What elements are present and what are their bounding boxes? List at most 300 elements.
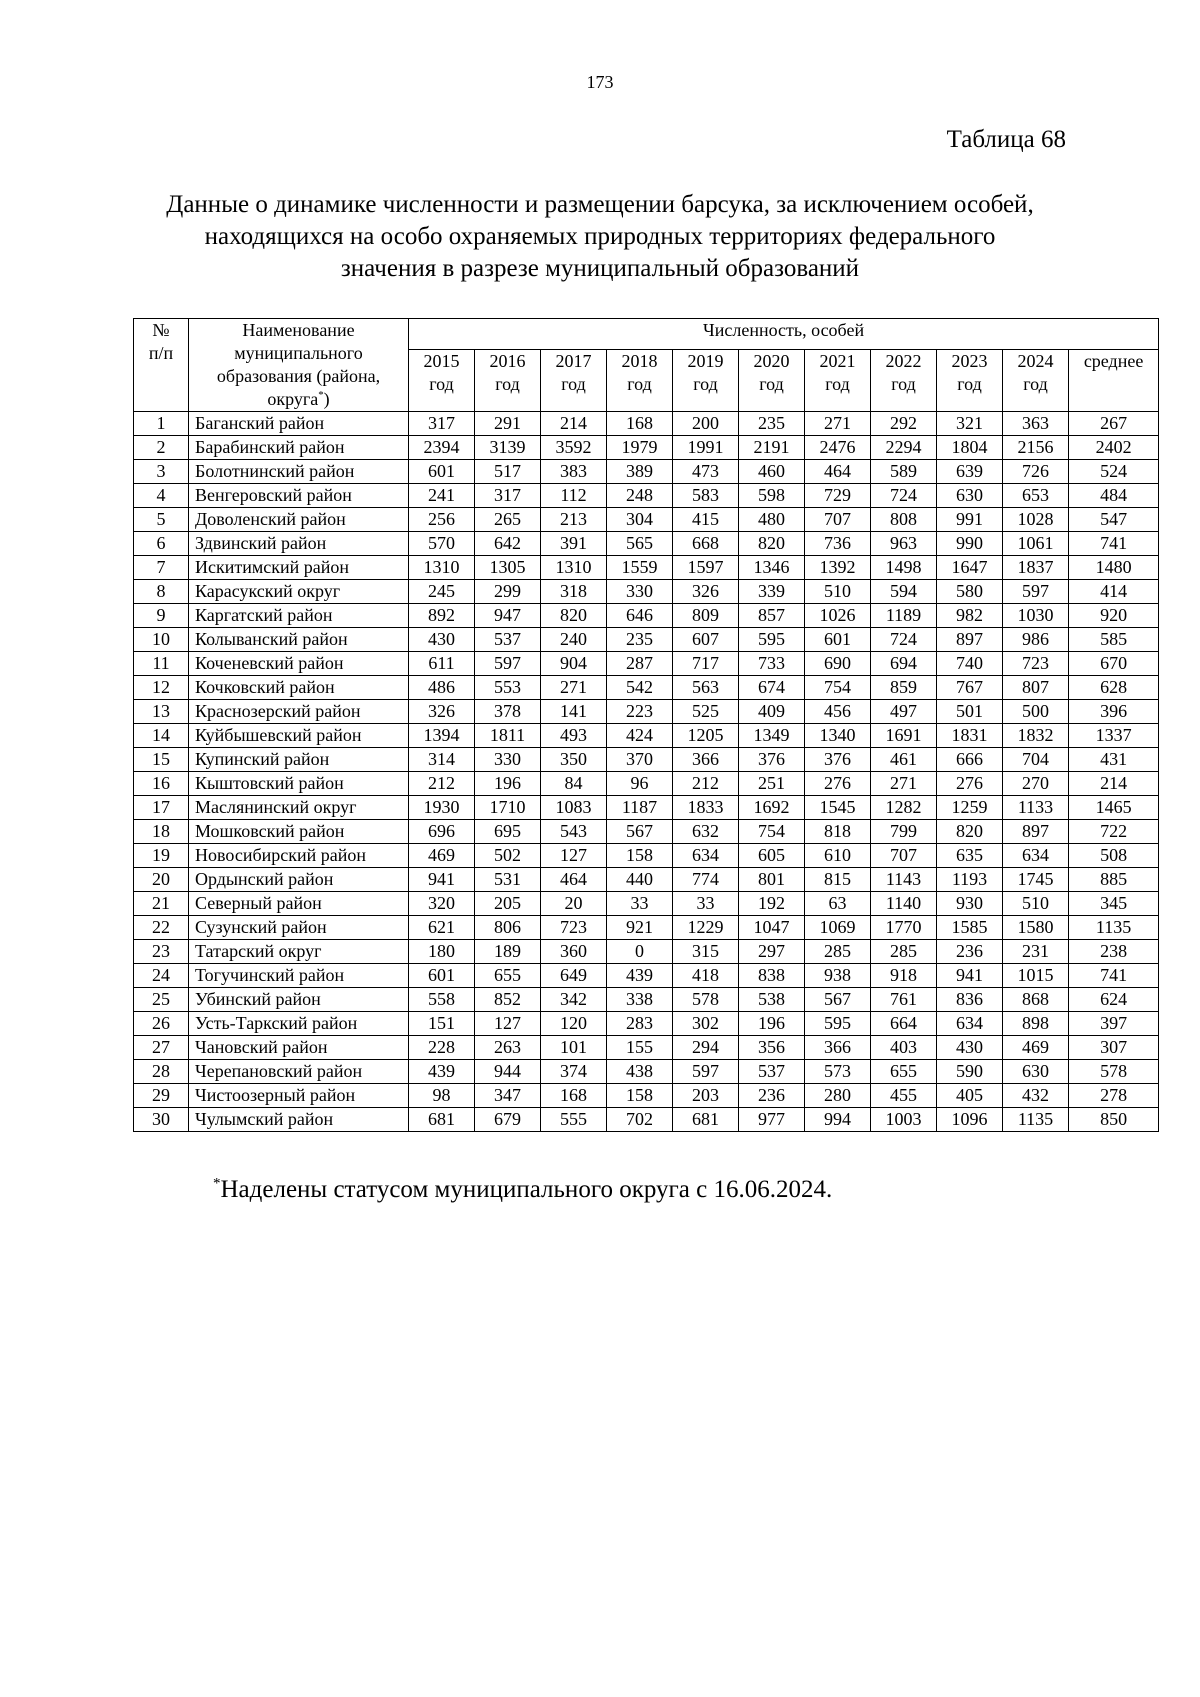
population-value: 189 bbox=[475, 940, 541, 964]
population-value: 151 bbox=[409, 1012, 475, 1036]
population-value: 1003 bbox=[871, 1108, 937, 1132]
population-value: 707 bbox=[871, 844, 937, 868]
population-value: 921 bbox=[607, 916, 673, 940]
population-value: 1545 bbox=[805, 796, 871, 820]
population-value: 642 bbox=[475, 532, 541, 556]
population-value: 632 bbox=[673, 820, 739, 844]
population-value: 235 bbox=[739, 412, 805, 436]
population-value: 1305 bbox=[475, 556, 541, 580]
average-value: 484 bbox=[1069, 484, 1159, 508]
row-number: 8 bbox=[134, 580, 189, 604]
population-value: 1015 bbox=[1003, 964, 1069, 988]
population-value: 583 bbox=[673, 484, 739, 508]
population-value: 251 bbox=[739, 772, 805, 796]
population-value: 461 bbox=[871, 748, 937, 772]
population-value: 537 bbox=[739, 1060, 805, 1084]
population-value: 0 bbox=[607, 940, 673, 964]
average-value: 214 bbox=[1069, 772, 1159, 796]
population-value: 538 bbox=[739, 988, 805, 1012]
population-value: 1831 bbox=[937, 724, 1003, 748]
population-value: 155 bbox=[607, 1036, 673, 1060]
population-value: 601 bbox=[409, 460, 475, 484]
population-value: 597 bbox=[475, 652, 541, 676]
population-value: 565 bbox=[607, 532, 673, 556]
population-value: 20 bbox=[541, 892, 607, 916]
population-value: 338 bbox=[607, 988, 673, 1012]
population-value: 424 bbox=[607, 724, 673, 748]
population-value: 432 bbox=[1003, 1084, 1069, 1108]
population-value: 820 bbox=[541, 604, 607, 628]
average-value: 547 bbox=[1069, 508, 1159, 532]
population-value: 666 bbox=[937, 748, 1003, 772]
municipality-name: Искитимский район bbox=[189, 556, 409, 580]
average-value: 431 bbox=[1069, 748, 1159, 772]
population-value: 317 bbox=[475, 484, 541, 508]
row-number: 16 bbox=[134, 772, 189, 796]
population-value: 1187 bbox=[607, 796, 673, 820]
population-value: 836 bbox=[937, 988, 1003, 1012]
header-year: 2022 год bbox=[871, 350, 937, 412]
average-value: 722 bbox=[1069, 820, 1159, 844]
population-value: 1340 bbox=[805, 724, 871, 748]
header-year: 2019 год bbox=[673, 350, 739, 412]
population-value: 497 bbox=[871, 700, 937, 724]
row-number: 24 bbox=[134, 964, 189, 988]
population-value: 868 bbox=[1003, 988, 1069, 1012]
population-value: 1140 bbox=[871, 892, 937, 916]
population-value: 1135 bbox=[1003, 1108, 1069, 1132]
population-value: 991 bbox=[937, 508, 1003, 532]
population-value: 634 bbox=[1003, 844, 1069, 868]
population-value: 994 bbox=[805, 1108, 871, 1132]
municipality-name: Татарский округ bbox=[189, 940, 409, 964]
population-value: 98 bbox=[409, 1084, 475, 1108]
header-year: 2024 год bbox=[1003, 350, 1069, 412]
population-value: 460 bbox=[739, 460, 805, 484]
average-value: 1337 bbox=[1069, 724, 1159, 748]
municipality-name: Чановский район bbox=[189, 1036, 409, 1060]
average-value: 2402 bbox=[1069, 436, 1159, 460]
header-year: 2020 год bbox=[739, 350, 805, 412]
header-average: среднее bbox=[1069, 350, 1159, 412]
population-value: 1346 bbox=[739, 556, 805, 580]
population-value: 317 bbox=[409, 412, 475, 436]
population-value: 724 bbox=[871, 484, 937, 508]
population-value: 595 bbox=[739, 628, 805, 652]
population-value: 570 bbox=[409, 532, 475, 556]
table-row bbox=[134, 460, 1159, 484]
municipality-name: Здвинский район bbox=[189, 532, 409, 556]
population-value: 1585 bbox=[937, 916, 1003, 940]
population-value: 212 bbox=[409, 772, 475, 796]
population-value: 455 bbox=[871, 1084, 937, 1108]
population-value: 553 bbox=[475, 676, 541, 700]
population-value: 158 bbox=[607, 1084, 673, 1108]
population-value: 555 bbox=[541, 1108, 607, 1132]
population-value: 366 bbox=[673, 748, 739, 772]
population-value: 1498 bbox=[871, 556, 937, 580]
population-value: 271 bbox=[541, 676, 607, 700]
table-row bbox=[134, 748, 1159, 772]
municipality-name: Колыванский район bbox=[189, 628, 409, 652]
population-value: 1837 bbox=[1003, 556, 1069, 580]
row-number: 3 bbox=[134, 460, 189, 484]
population-value: 655 bbox=[475, 964, 541, 988]
population-value: 590 bbox=[937, 1060, 1003, 1084]
population-value: 3139 bbox=[475, 436, 541, 460]
table-row bbox=[134, 940, 1159, 964]
population-value: 200 bbox=[673, 412, 739, 436]
population-value: 630 bbox=[937, 484, 1003, 508]
title-line: Данные о динамике численности и размещении барсука, за исключением особей, bbox=[166, 191, 1034, 218]
population-value: 1692 bbox=[739, 796, 805, 820]
population-value: 1096 bbox=[937, 1108, 1003, 1132]
table-row bbox=[134, 652, 1159, 676]
average-value: 578 bbox=[1069, 1060, 1159, 1084]
population-value: 944 bbox=[475, 1060, 541, 1084]
population-value: 2294 bbox=[871, 436, 937, 460]
population-value: 347 bbox=[475, 1084, 541, 1108]
population-value: 621 bbox=[409, 916, 475, 940]
header-year: 2023 год bbox=[937, 350, 1003, 412]
average-value: 397 bbox=[1069, 1012, 1159, 1036]
average-value: 345 bbox=[1069, 892, 1159, 916]
population-value: 1193 bbox=[937, 868, 1003, 892]
population-value: 820 bbox=[739, 532, 805, 556]
municipality-name: Северный район bbox=[189, 892, 409, 916]
population-value: 315 bbox=[673, 940, 739, 964]
municipality-name: Венгеровский район bbox=[189, 484, 409, 508]
population-value: 214 bbox=[541, 412, 607, 436]
population-value: 807 bbox=[1003, 676, 1069, 700]
population-value: 320 bbox=[409, 892, 475, 916]
population-value: 168 bbox=[607, 412, 673, 436]
population-value: 285 bbox=[805, 940, 871, 964]
table-row bbox=[134, 508, 1159, 532]
title-line: находящихся на особо охраняемых природных территориях федерального bbox=[204, 223, 996, 250]
population-value: 473 bbox=[673, 460, 739, 484]
average-value: 1465 bbox=[1069, 796, 1159, 820]
population-value: 256 bbox=[409, 508, 475, 532]
population-value: 342 bbox=[541, 988, 607, 1012]
population-value: 350 bbox=[541, 748, 607, 772]
average-value: 585 bbox=[1069, 628, 1159, 652]
population-value: 1770 bbox=[871, 916, 937, 940]
population-value: 702 bbox=[607, 1108, 673, 1132]
row-number: 23 bbox=[134, 940, 189, 964]
population-value: 235 bbox=[607, 628, 673, 652]
footnote-marker: * bbox=[318, 389, 324, 401]
population-value: 982 bbox=[937, 604, 1003, 628]
population-value: 594 bbox=[871, 580, 937, 604]
population-value: 639 bbox=[937, 460, 1003, 484]
population-value: 695 bbox=[475, 820, 541, 844]
population-value: 500 bbox=[1003, 700, 1069, 724]
population-value: 1580 bbox=[1003, 916, 1069, 940]
row-number: 1 bbox=[134, 412, 189, 436]
population-value: 1979 bbox=[607, 436, 673, 460]
population-value: 690 bbox=[805, 652, 871, 676]
population-value: 326 bbox=[673, 580, 739, 604]
row-number: 21 bbox=[134, 892, 189, 916]
table-row bbox=[134, 796, 1159, 820]
population-value: 1745 bbox=[1003, 868, 1069, 892]
population-value: 228 bbox=[409, 1036, 475, 1060]
row-number: 30 bbox=[134, 1108, 189, 1132]
population-value: 1047 bbox=[739, 916, 805, 940]
population-value: 963 bbox=[871, 532, 937, 556]
header-population-group: Численность, особей bbox=[409, 319, 1159, 350]
population-value: 330 bbox=[607, 580, 673, 604]
table-row bbox=[134, 964, 1159, 988]
population-value: 84 bbox=[541, 772, 607, 796]
average-value: 670 bbox=[1069, 652, 1159, 676]
population-value: 815 bbox=[805, 868, 871, 892]
population-value: 595 bbox=[805, 1012, 871, 1036]
population-value: 120 bbox=[541, 1012, 607, 1036]
population-value: 2156 bbox=[1003, 436, 1069, 460]
row-number: 13 bbox=[134, 700, 189, 724]
header-year: 2017 год bbox=[541, 350, 607, 412]
row-number: 14 bbox=[134, 724, 189, 748]
row-number: 12 bbox=[134, 676, 189, 700]
municipality-name: Купинский район bbox=[189, 748, 409, 772]
table-row bbox=[134, 1012, 1159, 1036]
population-value: 304 bbox=[607, 508, 673, 532]
row-number: 7 bbox=[134, 556, 189, 580]
municipality-name: Ордынский район bbox=[189, 868, 409, 892]
population-value: 196 bbox=[739, 1012, 805, 1036]
population-value: 573 bbox=[805, 1060, 871, 1084]
population-value: 1710 bbox=[475, 796, 541, 820]
population-value: 276 bbox=[937, 772, 1003, 796]
page-number: 173 bbox=[586, 72, 614, 92]
population-value: 418 bbox=[673, 964, 739, 988]
population-value: 192 bbox=[739, 892, 805, 916]
municipality-name: Коченевский район bbox=[189, 652, 409, 676]
population-value: 391 bbox=[541, 532, 607, 556]
average-value: 278 bbox=[1069, 1084, 1159, 1108]
average-value: 1135 bbox=[1069, 916, 1159, 940]
population-value: 510 bbox=[1003, 892, 1069, 916]
population-value: 897 bbox=[937, 628, 1003, 652]
population-value: 158 bbox=[607, 844, 673, 868]
population-value: 607 bbox=[673, 628, 739, 652]
row-number: 9 bbox=[134, 604, 189, 628]
header-year: 2018 год bbox=[607, 350, 673, 412]
population-value: 502 bbox=[475, 844, 541, 868]
population-value: 1205 bbox=[673, 724, 739, 748]
population-value: 930 bbox=[937, 892, 1003, 916]
population-value: 1229 bbox=[673, 916, 739, 940]
population-value: 101 bbox=[541, 1036, 607, 1060]
average-value: 741 bbox=[1069, 964, 1159, 988]
population-value: 1833 bbox=[673, 796, 739, 820]
population-value: 897 bbox=[1003, 820, 1069, 844]
table-row bbox=[134, 868, 1159, 892]
table-row bbox=[134, 412, 1159, 436]
population-value: 597 bbox=[1003, 580, 1069, 604]
population-value: 723 bbox=[541, 916, 607, 940]
average-value: 624 bbox=[1069, 988, 1159, 1012]
population-value: 664 bbox=[871, 1012, 937, 1036]
population-value: 674 bbox=[739, 676, 805, 700]
population-value: 1811 bbox=[475, 724, 541, 748]
population-value: 374 bbox=[541, 1060, 607, 1084]
population-value: 378 bbox=[475, 700, 541, 724]
population-value: 501 bbox=[937, 700, 1003, 724]
table-title bbox=[120, 189, 1080, 285]
population-value: 236 bbox=[937, 940, 1003, 964]
population-value: 493 bbox=[541, 724, 607, 748]
average-value: 524 bbox=[1069, 460, 1159, 484]
population-value: 299 bbox=[475, 580, 541, 604]
row-number: 4 bbox=[134, 484, 189, 508]
average-value: 628 bbox=[1069, 676, 1159, 700]
population-value: 852 bbox=[475, 988, 541, 1012]
population-value: 112 bbox=[541, 484, 607, 508]
municipality-name: Чистоозерный район bbox=[189, 1084, 409, 1108]
population-value: 726 bbox=[1003, 460, 1069, 484]
footnote-mark: * bbox=[213, 1175, 221, 1192]
population-value: 1310 bbox=[541, 556, 607, 580]
population-value: 611 bbox=[409, 652, 475, 676]
row-number: 5 bbox=[134, 508, 189, 532]
population-value: 248 bbox=[607, 484, 673, 508]
population-value: 236 bbox=[739, 1084, 805, 1108]
average-value: 850 bbox=[1069, 1108, 1159, 1132]
row-number: 27 bbox=[134, 1036, 189, 1060]
population-value: 630 bbox=[1003, 1060, 1069, 1084]
population-value: 241 bbox=[409, 484, 475, 508]
population-value: 681 bbox=[673, 1108, 739, 1132]
population-value: 740 bbox=[937, 652, 1003, 676]
municipality-name: Кыштовский район bbox=[189, 772, 409, 796]
municipality-name: Тогучинский район bbox=[189, 964, 409, 988]
header-municipality-name: Наименование муниципального образования (района, округа*) bbox=[189, 319, 409, 412]
population-value: 440 bbox=[607, 868, 673, 892]
table-row bbox=[134, 916, 1159, 940]
municipality-name: Краснозерский район bbox=[189, 700, 409, 724]
population-value: 941 bbox=[409, 868, 475, 892]
municipality-name: Куйбышевский район bbox=[189, 724, 409, 748]
population-value: 240 bbox=[541, 628, 607, 652]
population-value: 270 bbox=[1003, 772, 1069, 796]
population-value: 280 bbox=[805, 1084, 871, 1108]
table-row bbox=[134, 1036, 1159, 1060]
population-value: 646 bbox=[607, 604, 673, 628]
population-value: 464 bbox=[541, 868, 607, 892]
population-value: 245 bbox=[409, 580, 475, 604]
average-value: 396 bbox=[1069, 700, 1159, 724]
population-value: 1392 bbox=[805, 556, 871, 580]
population-value: 990 bbox=[937, 532, 1003, 556]
population-value: 859 bbox=[871, 676, 937, 700]
table-row bbox=[134, 724, 1159, 748]
population-value: 127 bbox=[541, 844, 607, 868]
population-value: 409 bbox=[739, 700, 805, 724]
population-value: 601 bbox=[409, 964, 475, 988]
badger-population-table bbox=[133, 318, 1159, 1132]
population-value: 285 bbox=[871, 940, 937, 964]
population-value: 415 bbox=[673, 508, 739, 532]
average-value: 741 bbox=[1069, 532, 1159, 556]
population-value: 370 bbox=[607, 748, 673, 772]
population-value: 977 bbox=[739, 1108, 805, 1132]
municipality-name: Баганский район bbox=[189, 412, 409, 436]
population-value: 820 bbox=[937, 820, 1003, 844]
table-row bbox=[134, 1084, 1159, 1108]
population-value: 733 bbox=[739, 652, 805, 676]
population-value: 598 bbox=[739, 484, 805, 508]
population-value: 376 bbox=[805, 748, 871, 772]
row-number: 11 bbox=[134, 652, 189, 676]
population-value: 806 bbox=[475, 916, 541, 940]
row-number: 18 bbox=[134, 820, 189, 844]
population-value: 33 bbox=[607, 892, 673, 916]
table-row bbox=[134, 988, 1159, 1012]
population-value: 291 bbox=[475, 412, 541, 436]
population-value: 634 bbox=[937, 1012, 1003, 1036]
population-value: 366 bbox=[805, 1036, 871, 1060]
table-row bbox=[134, 676, 1159, 700]
population-value: 531 bbox=[475, 868, 541, 892]
municipality-name: Доволенский район bbox=[189, 508, 409, 532]
population-value: 403 bbox=[871, 1036, 937, 1060]
footnote bbox=[213, 1176, 832, 1204]
population-value: 809 bbox=[673, 604, 739, 628]
population-value: 405 bbox=[937, 1084, 1003, 1108]
row-number: 17 bbox=[134, 796, 189, 820]
average-value: 508 bbox=[1069, 844, 1159, 868]
population-value: 563 bbox=[673, 676, 739, 700]
population-value: 1061 bbox=[1003, 532, 1069, 556]
header-year: 2015 год bbox=[409, 350, 475, 412]
population-value: 212 bbox=[673, 772, 739, 796]
header-year: 2016 год bbox=[475, 350, 541, 412]
population-value: 469 bbox=[409, 844, 475, 868]
population-value: 655 bbox=[871, 1060, 937, 1084]
population-value: 1259 bbox=[937, 796, 1003, 820]
population-value: 356 bbox=[739, 1036, 805, 1060]
municipality-name: Усть-Таркский район bbox=[189, 1012, 409, 1036]
municipality-name: Кочковский район bbox=[189, 676, 409, 700]
population-value: 729 bbox=[805, 484, 871, 508]
population-value: 383 bbox=[541, 460, 607, 484]
population-value: 724 bbox=[871, 628, 937, 652]
population-value: 438 bbox=[607, 1060, 673, 1084]
row-number: 6 bbox=[134, 532, 189, 556]
population-value: 1282 bbox=[871, 796, 937, 820]
population-value: 1559 bbox=[607, 556, 673, 580]
row-number: 19 bbox=[134, 844, 189, 868]
population-value: 653 bbox=[1003, 484, 1069, 508]
population-value: 480 bbox=[739, 508, 805, 532]
population-value: 168 bbox=[541, 1084, 607, 1108]
population-value: 205 bbox=[475, 892, 541, 916]
footnote-text: Наделены статусом муниципального округа с 16.06.2024. bbox=[220, 1176, 833, 1203]
row-number: 20 bbox=[134, 868, 189, 892]
population-value: 799 bbox=[871, 820, 937, 844]
population-value: 610 bbox=[805, 844, 871, 868]
population-value: 456 bbox=[805, 700, 871, 724]
population-value: 767 bbox=[937, 676, 1003, 700]
title-line: значения в разрезе муниципальный образований bbox=[340, 255, 860, 282]
municipality-name: Убинский район bbox=[189, 988, 409, 1012]
population-value: 857 bbox=[739, 604, 805, 628]
population-value: 180 bbox=[409, 940, 475, 964]
population-value: 774 bbox=[673, 868, 739, 892]
